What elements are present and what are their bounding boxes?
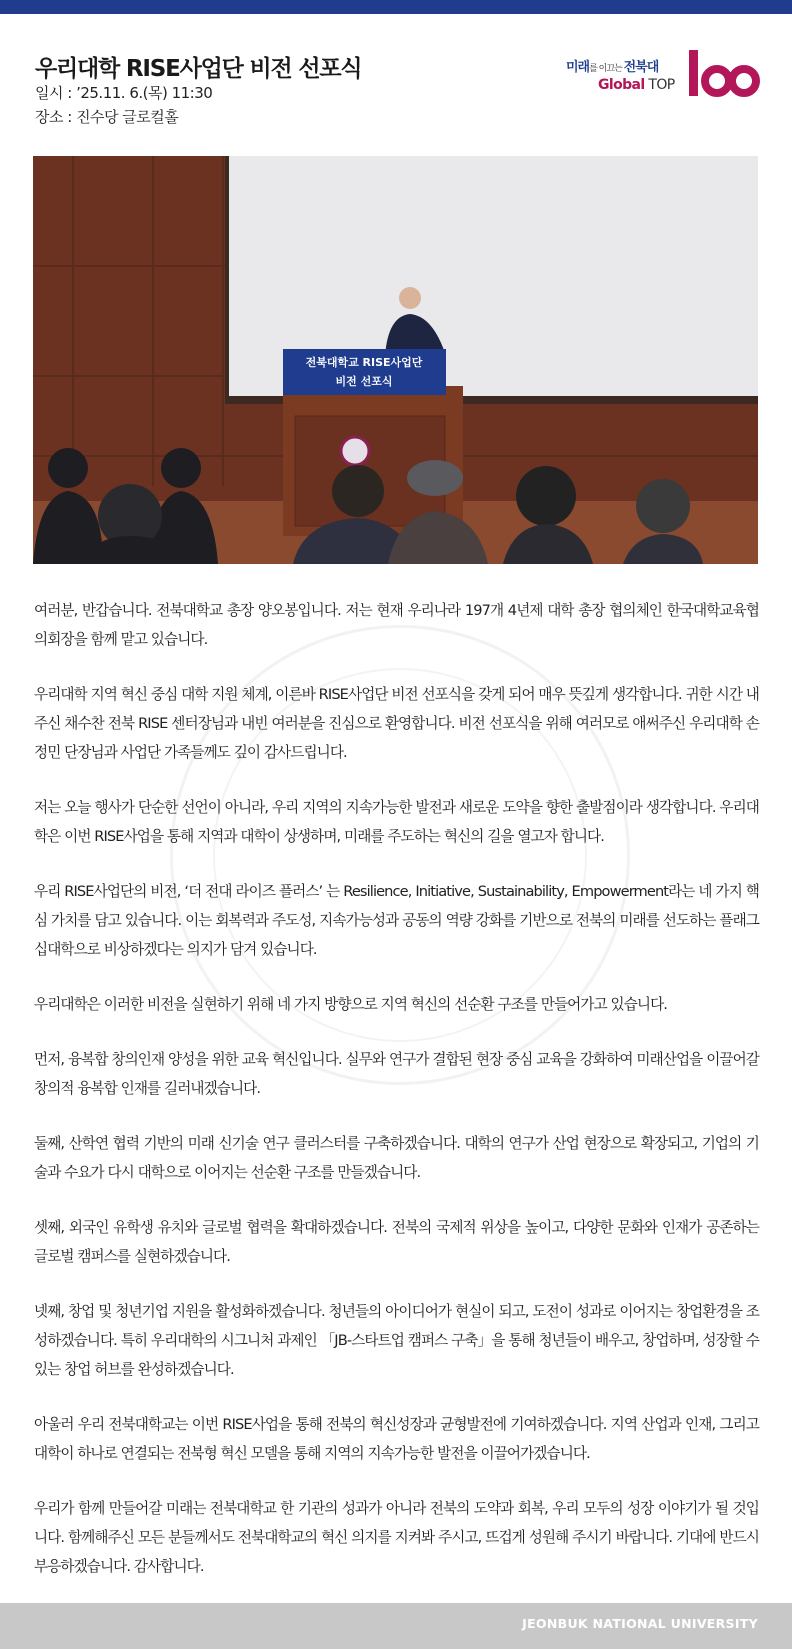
global-top-100-logo: 미래를 이끄는 전북대 Global TOP bbox=[560, 48, 765, 98]
podium-sign-line2: 비전 선포식 bbox=[335, 375, 393, 388]
paragraph: 여러분, 반갑습니다. 전북대학교 총장 양오봉입니다. 저는 현재 우리나라 197개 4년제 대학 총장 협의체인 한국대학교육협의회장을 함께 맡고 있습니다. bbox=[34, 602, 759, 648]
paragraph: 우리가 함께 만들어갈 미래는 전북대학교 한 기관의 성과가 아니라 전북의 도약과 회복, 우리 모두의 성장 이야기가 될 것입니다. 함께해주신 모든 분들께서도 전북대학교의 혁신 의지를 지켜봐 주시고, 뜨겁게 성원해 주시기 바랍니다. 기대에 반드시 부응하겠습니다. 감사합니다. bbox=[34, 1500, 759, 1575]
event-date: 일시 : ’25.11. 6.(목) 11:30 bbox=[35, 84, 213, 102]
footer bbox=[0, 1603, 792, 1649]
paragraph: 아울러 우리 전북대학교는 이번 RISE사업을 통해 전북의 혁신성장과 균형발전에 기여하겠습니다. 지역 산업과 인재, 그리고 대학이 하나로 연결되는 전북형 혁신 모델을 통해 지역의 지속가능한 발전을 이끌어가겠습니다. bbox=[34, 1416, 759, 1462]
event-photo bbox=[33, 156, 758, 564]
paragraph: 먼저, 융복합 창의인재 양성을 위한 교육 혁신입니다. 실무와 연구가 결합된 현장 중심 교육을 강화하여 미래산업을 이끌어갈 창의적 융복합 인재를 길러내겠습니다. bbox=[34, 1051, 759, 1097]
top-accent-bar bbox=[0, 0, 792, 14]
speech-body bbox=[34, 596, 759, 1581]
paragraph: 우리대학은 이러한 비전을 실현하기 위해 네 가지 방향으로 지역 혁신의 선순환 구조를 만들어가고 있습니다. bbox=[34, 996, 668, 1013]
paragraph: 셋째, 외국인 유학생 유치와 글로벌 협력을 확대하겠습니다. 전북의 국제적 위상을 높이고, 다양한 문화와 인재가 공존하는 글로벌 캠퍼스를 실현하겠습니다. bbox=[34, 1219, 759, 1265]
paragraph: 둘째, 산학연 협력 기반의 미래 신기술 연구 클러스터를 구축하겠습니다. 대학의 연구가 산업 현장으로 확장되고, 기업의 기술과 수요가 다시 대학으로 이어지는 선순환 구조를 만들겠습니다. bbox=[34, 1135, 759, 1181]
content-flow bbox=[0, 596, 792, 1649]
paragraph: 우리 RISE사업단의 비전, ‘더 전대 라이즈 플러스’ 는 Resilience, Initiative, Sustainability, Empowerment라는 네 가지 핵심 가치를 담고 있습니다. 이는 회복력과 주도성, 지속가능성과 공동의 역량 강화를 기반으로 전북의 미래를 선도하는 플래그십대학으로 비상하겠다는 의지가 담겨 있습니다. bbox=[34, 883, 759, 958]
paragraph: 저는 오늘 행사가 단순한 선언이 아니라, 우리 지역의 지속가능한 발전과 새로운 도약을 향한 출발점이라 생각합니다. 우리대학은 이번 RISE사업을 통해 지역과 대학이 상생하며, 미래를 주도하는 혁신의 길을 열고자 합니다. bbox=[34, 799, 759, 845]
paragraph: 넷째, 창업 및 청년기업 지원을 활성화하겠습니다. 청년들의 아이디어가 현실이 되고, 도전이 성과로 이어지는 창업환경을 조성하겠습니다. 특히 우리대학의 시그니처 과제인 「JB-스타트업 캠퍼스 구축」을 통해 청년들이 배우고, 창업하며, 성장할 수 있는 창업 허브를 완성하겠습니다. bbox=[34, 1303, 759, 1378]
podium-sign-line1: 전북대학교 RISE사업단 bbox=[305, 356, 423, 369]
event-place: 장소 : 진수당 글로컬홀 bbox=[35, 108, 179, 126]
footer-university-name: JEONBUK NATIONAL UNIVERSITY bbox=[522, 1616, 758, 1631]
paragraph: 우리대학 지역 혁신 중심 대학 지원 체계, 이른바 RISE사업단 비전 선포식을 갖게 되어 매우 뜻깊게 생각합니다. 귀한 시간 내주신 채수찬 전북 RISE 센터장님과 내빈 여러분을 진심으로 환영합니다. 비전 선포식을 위해 여러모로 애써주신 우리대학 손정민 단장님과 사업단 가족들께도 깊이 감사드립니다. bbox=[34, 686, 759, 761]
page-title: 우리대학 RISE사업단 비전 선포식 bbox=[35, 56, 362, 82]
logo-100-mark bbox=[687, 48, 762, 98]
